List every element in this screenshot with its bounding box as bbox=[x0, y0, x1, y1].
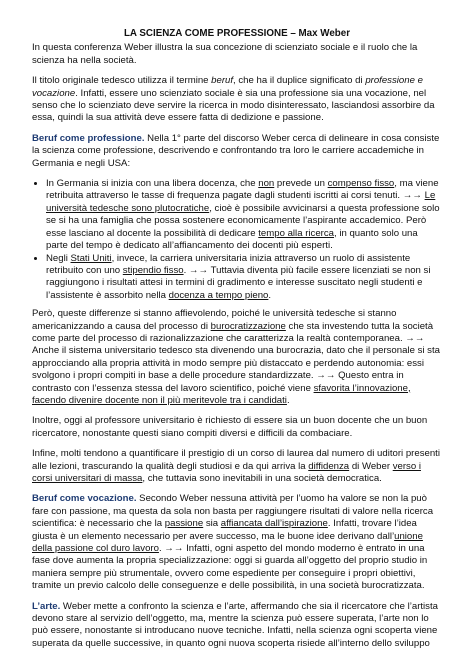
mass-courses-paragraph: Infine, molti tendono a quantificare il prestigio di un corso di laurea dal numero di uditori presenti alle lezioni, trascurando la qualità degli studiosi e da qui arriva la diffidenza di Weber verso i corsi universitari di massa, che tuttavia sono inevitabili in una società democratica. bbox=[32, 448, 440, 484]
profession-intro-paragraph: Beruf come professione. Nella 1° parte del discorso Weber cerca di delineare in cosa consiste la scienza come professione, descrivendo e confrontando tra loro le carriere accademiche in Germania e negli USA: bbox=[32, 132, 440, 169]
bureaucratization-paragraph: Però, queste differenze si stanno affievolendo, poiché le università tedesche si stanno americanizzando a causa del processo di burocratizzazione che sta investendo tutta la società come parte del processo di razionalizzazione che caratterizza la realtà contemporanea. →→ Anche il sistema universitario tedesco sta divenendo una burocrazia, dato che il personale si sta approcciando alla propria attività in modo sempre più distaccato e perdendo autonomia: essi svolgono i propri compiti in base a delle procedure standardizzate. →→ Questo entra in contrasto con l’essenza stessa del lavoro scientifico, poiché viene sfavorita l’innovazione, facendo divenire docente non il più meritevole tra i candidati. bbox=[32, 308, 440, 406]
intro-paragraph: In questa conferenza Weber illustra la sua concezione di scienziato sociale e il ruolo che la scienza ha nella società. bbox=[32, 42, 418, 66]
career-comparison-list bbox=[32, 178, 442, 302]
title-meaning-paragraph: Il titolo originale tedesco utilizza il termine beruf, che ha il duplice significato di professione e vocazione. Infatti, essere uno scienziato sociale è sia una professione sia una vocazione, nel senso che lo scienziato deve servire la ricerca in modo disinteressato, lasciandosi assorbire da essa, quindi la sua attività deve essere fatta di dedizione e passione. bbox=[32, 75, 435, 124]
teacher-researcher-paragraph: Inoltre, oggi al professore universitario è richiesto di essere sia un buon docente che un buon ricercatore, nonostante questi siano compiti diversi e difficili da combaciare. bbox=[32, 415, 428, 439]
list-item-usa: • Negli Stati Uniti, invece, la carriera universitaria inizia attraverso un ruolo di assistente retribuito con uno stipendio fisso. →→ Tuttavia diventa più facile essere licenziati se non si raggiungono i risultati attesi in termini di gradimento e interesse suscitato negli studenti e l’assistente è assorbito nella docenza a tempo pieno. bbox=[46, 253, 442, 303]
vocation-paragraph: Beruf come vocazione. Secondo Weber nessuna attività per l’uomo ha valore se non la può fare con passione, ma questa da sola non basta per raggiungere risultati di valore nella ricerca scientifica: è necessario che la passione sia affiancata dall’ispirazione. Infatti, trovare l’idea giusta è un elemento necessario per avere successo, ma le buone idee derivano dall’unione della passione col duro lavoro. →→ Infatti, ogni aspetto del mondo moderno è entrato in una fase dove aumenta la propria specializzazione: oggi si guarda all’oggetto del proprio studio in maniera sempre più strumentale, ovvero come espediente per conseguire i propri obiettivi, tramite un previo calcolo delle conseguenze e delle possibilità, in una società burocratizzata. bbox=[32, 493, 434, 592]
section-heading-profession: Beruf come professione. bbox=[32, 132, 145, 144]
art-paragraph: L’arte. Weber mette a confronto la scienza e l’arte, affermando che sia il ricercatore che l’artista devono stare al servizio dell’oggetto, ma, mentre la scienza può essere superata, l’arte non lo può essere, nonostante si introducano nuove tecniche. Infatti, nella scienza ogni scoperta viene superata da quelle successive, in quanto ogni nuova scoperta risiede all’interno dello sviluppo bbox=[32, 600, 438, 649]
list-item-germany: • In Germania si inizia con una libera docenza, che non prevede un compenso fisso, ma viene retribuita attraverso le tasse di frequenza pagate dagli studenti iscritti ai corsi tenuti. →→ Le università tedesche sono plutocratiche, cioè è possibile avvicinarsi a questa professione solo se si ha una famiglia che possa sostenere economicamente l’aspirante accademico. Però esse lasciano al docente la possibilità di dedicare tempo alla ricerca, in quanto solo una parte del tempo è dedicato all’affiancamento dei docenti più esperti. bbox=[46, 178, 442, 252]
section-heading-art: L’arte. bbox=[32, 600, 61, 612]
document-title: LA SCIENZA COME PROFESSIONE – Max Weber bbox=[123, 28, 351, 39]
section-heading-vocation: Beruf come vocazione. bbox=[32, 493, 137, 505]
